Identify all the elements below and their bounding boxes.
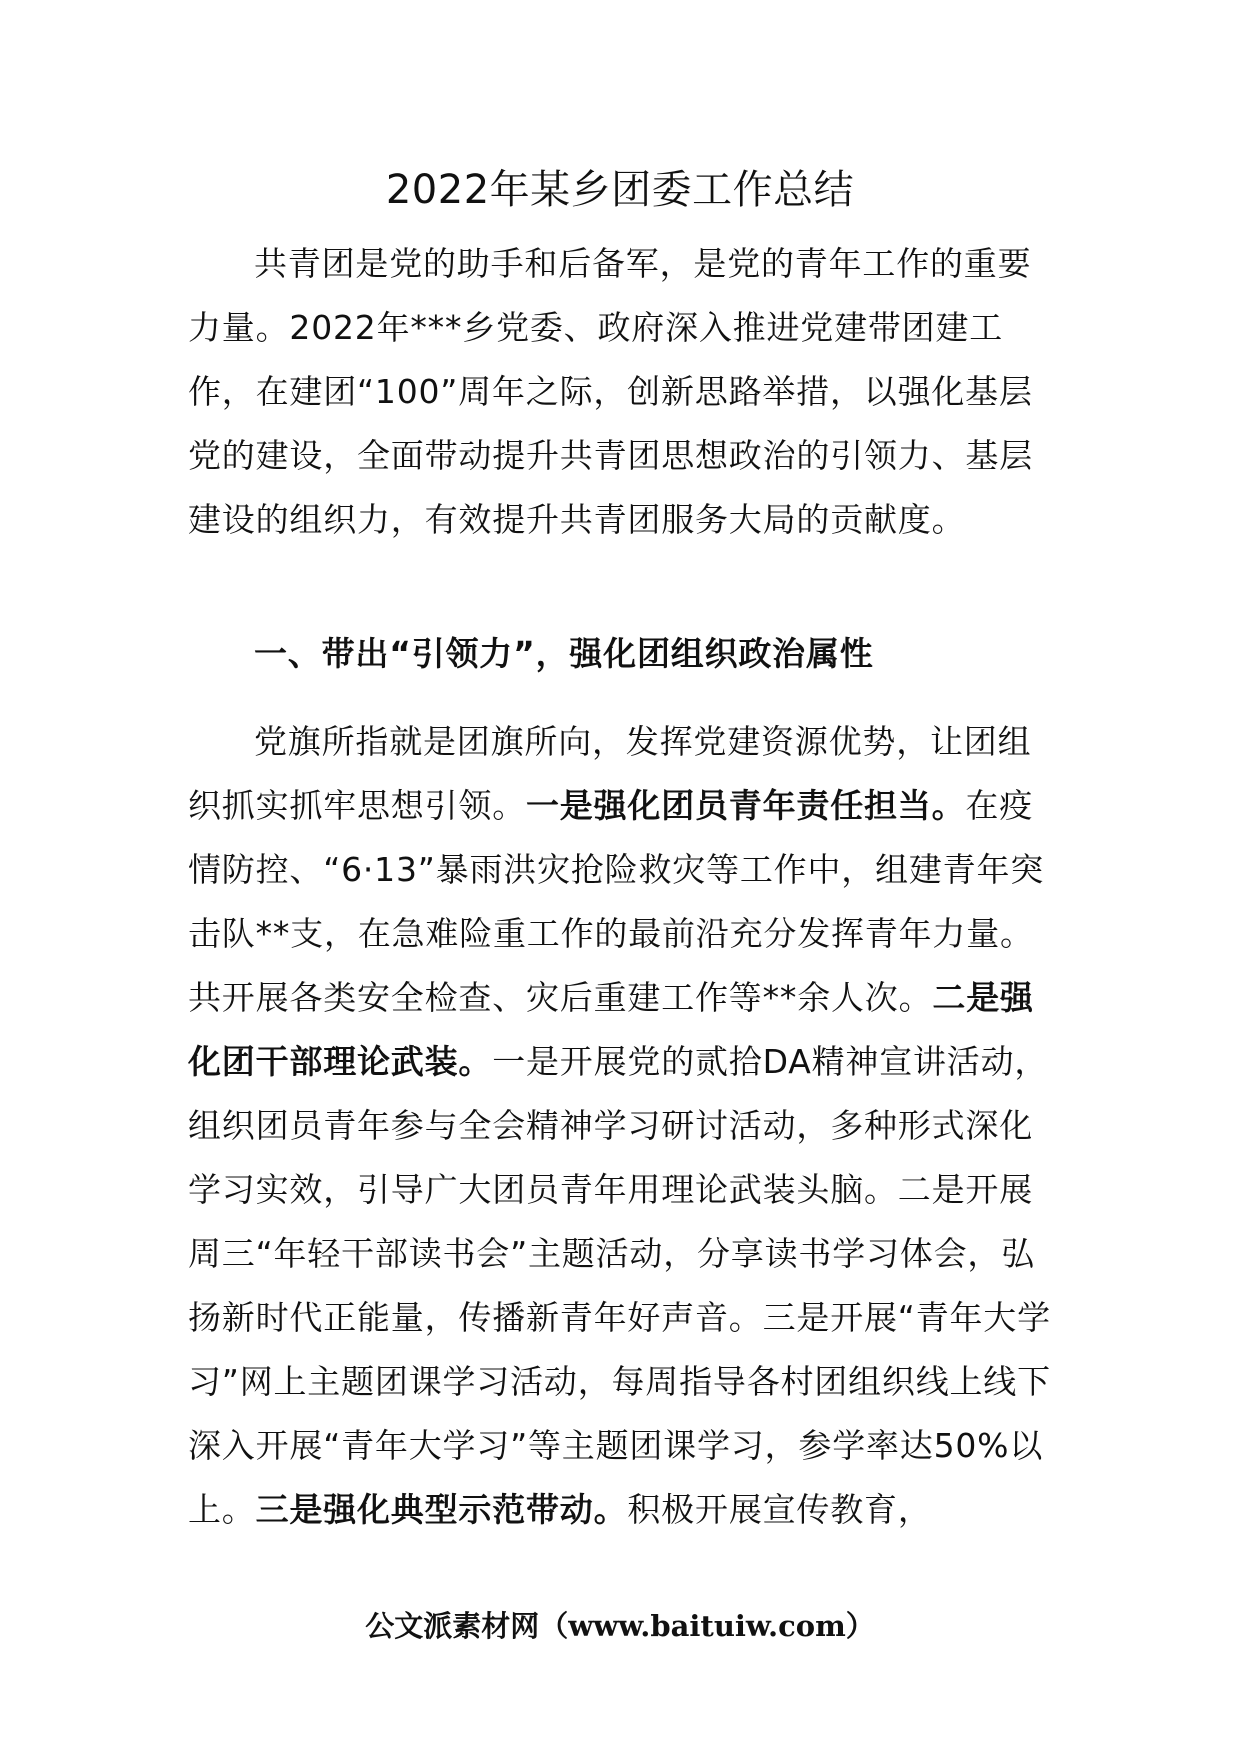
- body-paragraph: [188, 710, 1054, 1542]
- footer-label: 公文派素材网: [365, 1609, 540, 1643]
- footer-site: （www.baituiw.com）: [539, 1609, 875, 1643]
- bold-point-2: 二是强化团干部理论武装。: [188, 978, 1034, 1081]
- paragraph-text-2: 在疫情防控、“6·13”暴雨洪灾抢险救灾等工作中，组建青年突击队**支，在急难险重工作的最前沿充分发挥青年力量。共开展各类安全检查、灾后重建工作等**余人次。: [188, 786, 1045, 1017]
- bold-point-1: 一是强化团员青年责任担当。: [526, 786, 966, 825]
- document-title: 2022年某乡团委工作总结: [385, 167, 855, 213]
- bold-point-3: 三是强化典型示范带动。: [255, 1490, 628, 1529]
- section-heading: 一、带出“引领力”，强化团组织政治属性: [254, 634, 874, 673]
- intro-paragraph: 共青团是党的助手和后备军，是党的青年工作的重要力量。2022年***乡党委、政府深入推进党建带团建工作，在建团“100”周年之际，创新思路举措，以强化基层党的建设，全面带动提升共青团思想政治的引领力、基层建设的组织力，有效提升共青团服务大局的贡献度。: [188, 244, 1033, 539]
- paragraph-text-4: 积极开展宣传教育，: [627, 1490, 932, 1529]
- paragraph-text-1: 党旗所指就是团旗所向，发挥党建资源优势，让团组织抓实抓牢思想引领。: [188, 722, 1032, 825]
- footer-watermark: [0, 1609, 1240, 1644]
- paragraph-text-3: 一是开展党的贰拾DA精神宣讲活动，组织团员青年参与全会精神学习研讨活动，多种形式深化学习实效，引导广大团员青年用理论武装头脑。二是开展周三“年轻干部读书会”主题活动，分享读书学习体会，弘扬新时代正能量，传播新青年好声音。三是开展“青年大学习”网上主题团课学习活动，每周指导各村团组织线上线下深入开展“青年大学习”等主题团课学习，参学率达50%以上。: [188, 1042, 1051, 1529]
